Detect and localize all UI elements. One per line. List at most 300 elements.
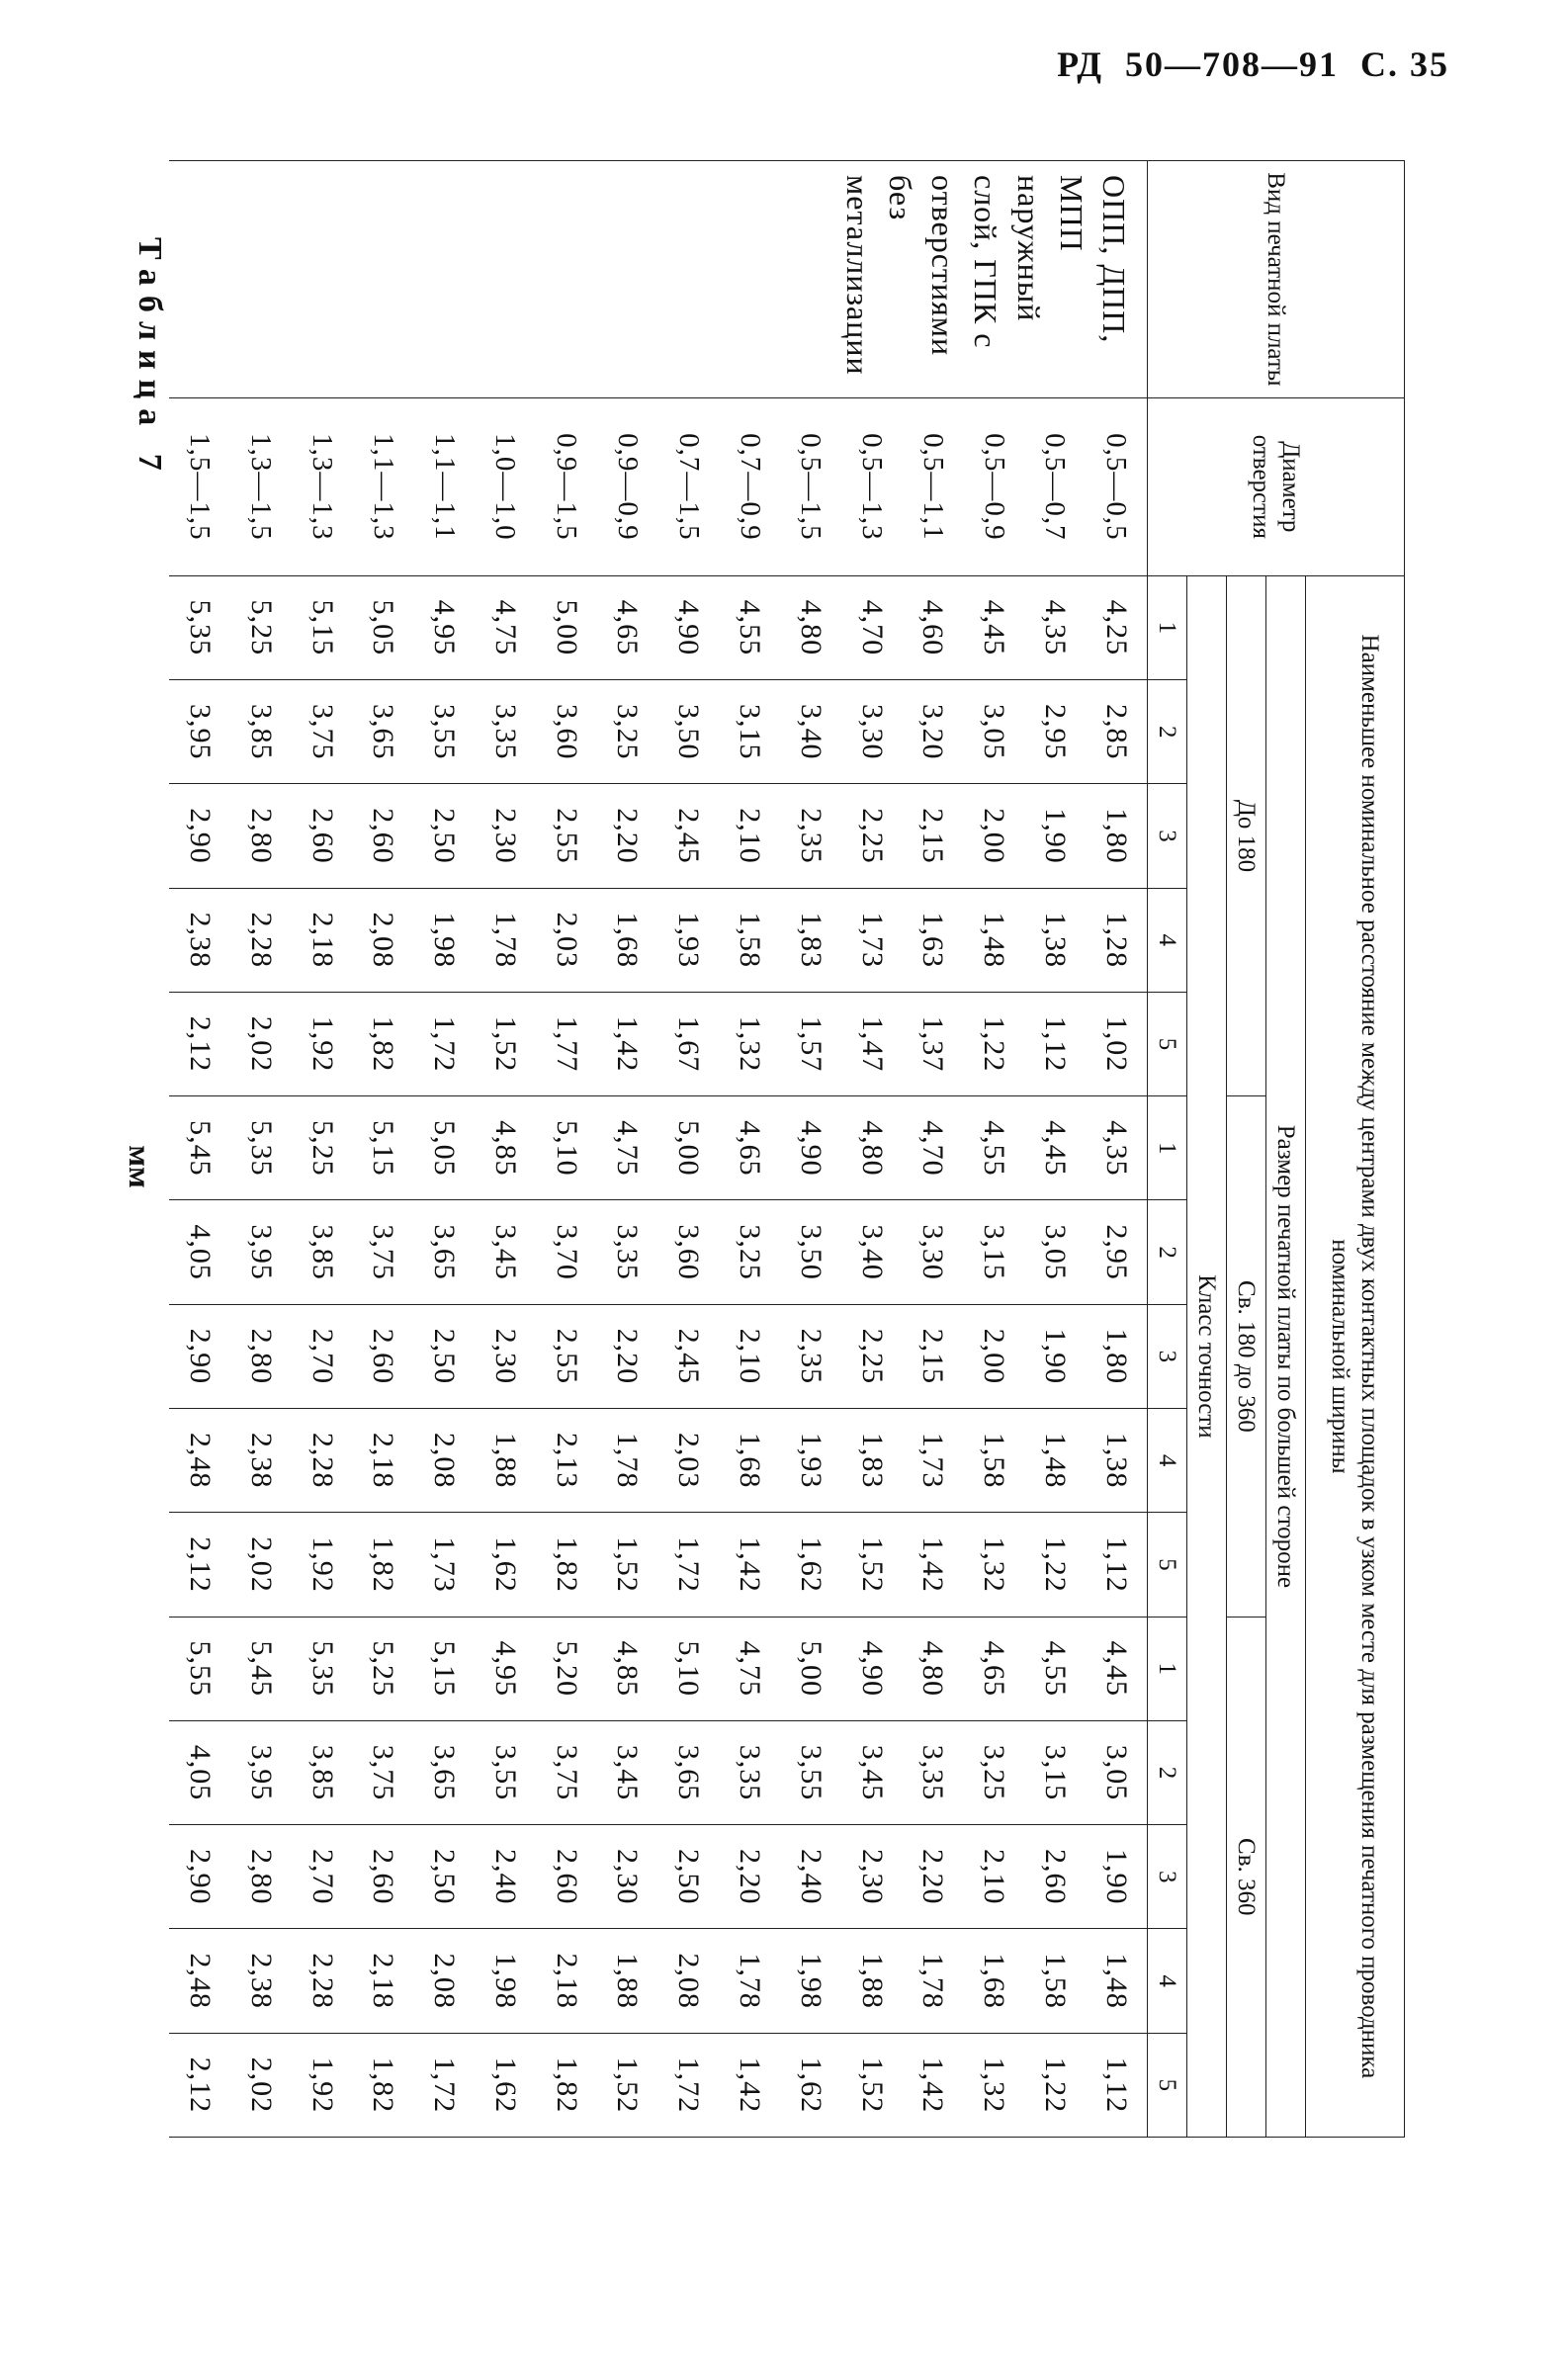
value-cell: 2,90 bbox=[169, 1304, 230, 1408]
value-cell: 3,85 bbox=[230, 680, 292, 784]
value-cell: 2,60 bbox=[536, 1825, 597, 1929]
value-cell: 1,42 bbox=[719, 2033, 780, 2137]
value-cell: 2,00 bbox=[963, 1304, 1024, 1408]
size-group-1: До 180 bbox=[1227, 575, 1266, 1095]
value-cell: 3,35 bbox=[475, 680, 536, 784]
accuracy-class-number: 2 bbox=[1148, 680, 1187, 784]
size-group-2: Св. 180 до 360 bbox=[1227, 1096, 1266, 1617]
value-cell: 5,25 bbox=[292, 1096, 353, 1200]
value-cell: 5,20 bbox=[536, 1617, 597, 1720]
value-cell: 3,15 bbox=[719, 680, 780, 784]
value-cell: 1,77 bbox=[536, 992, 597, 1095]
table-row bbox=[657, 161, 719, 2138]
page-number: С. 35 bbox=[1360, 44, 1449, 84]
value-cell: 4,45 bbox=[1086, 1617, 1148, 1720]
table-row bbox=[413, 161, 475, 2138]
value-cell: 3,95 bbox=[230, 1720, 292, 1824]
table-row bbox=[780, 161, 841, 2138]
table-row bbox=[719, 161, 780, 2138]
value-cell: 2,28 bbox=[292, 1929, 353, 2033]
value-cell: 2,40 bbox=[475, 1825, 536, 1929]
diameter-cell: 0,5—0,7 bbox=[1024, 397, 1086, 575]
value-cell: 1,78 bbox=[475, 888, 536, 992]
value-cell: 2,25 bbox=[841, 1304, 903, 1408]
diameter-cell: 0,5—1,5 bbox=[780, 397, 841, 575]
value-cell: 2,08 bbox=[413, 1409, 475, 1513]
value-cell: 2,30 bbox=[597, 1825, 658, 1929]
value-cell: 2,95 bbox=[1086, 1200, 1148, 1304]
value-cell: 2,40 bbox=[780, 1825, 841, 1929]
value-cell: 1,22 bbox=[1024, 1513, 1086, 1617]
value-cell: 3,05 bbox=[963, 680, 1024, 784]
table-row bbox=[1086, 161, 1148, 2138]
value-cell: 1,83 bbox=[780, 888, 841, 992]
value-cell: 5,10 bbox=[657, 1617, 719, 1720]
value-cell: 1,48 bbox=[1086, 1929, 1148, 2033]
value-cell: 3,55 bbox=[475, 1720, 536, 1824]
value-cell: 1,12 bbox=[1086, 2033, 1148, 2137]
value-cell: 1,38 bbox=[1086, 1409, 1148, 1513]
value-cell: 2,03 bbox=[536, 888, 597, 992]
value-cell: 4,90 bbox=[780, 1096, 841, 1200]
value-cell: 3,25 bbox=[719, 1200, 780, 1304]
value-cell: 1,12 bbox=[1086, 1513, 1148, 1617]
value-cell: 2,55 bbox=[536, 784, 597, 888]
value-cell: 1,72 bbox=[657, 1513, 719, 1617]
value-cell: 2,03 bbox=[657, 1409, 719, 1513]
value-cell: 5,00 bbox=[657, 1096, 719, 1200]
value-cell: 3,40 bbox=[841, 1200, 903, 1304]
value-cell: 1,52 bbox=[475, 992, 536, 1095]
accuracy-class-number: 1 bbox=[1148, 575, 1187, 679]
value-cell: 2,20 bbox=[597, 784, 658, 888]
value-cell: 2,12 bbox=[169, 1513, 230, 1617]
value-cell: 3,30 bbox=[902, 1200, 963, 1304]
value-cell: 3,65 bbox=[657, 1720, 719, 1824]
value-cell: 1,02 bbox=[1086, 992, 1148, 1095]
value-cell: 5,25 bbox=[352, 1617, 413, 1720]
header-board-type: Вид печатной платы bbox=[1148, 161, 1405, 398]
value-cell: 2,18 bbox=[352, 1929, 413, 2033]
accuracy-class-number: 2 bbox=[1148, 1200, 1187, 1304]
value-cell: 1,62 bbox=[475, 1513, 536, 1617]
value-cell: 4,65 bbox=[963, 1617, 1024, 1720]
value-cell: 2,13 bbox=[536, 1409, 597, 1513]
page-header bbox=[1035, 44, 1449, 85]
table-row bbox=[902, 161, 963, 2138]
accuracy-class-number: 2 bbox=[1148, 1720, 1187, 1824]
value-cell: 3,30 bbox=[841, 680, 903, 784]
diameter-cell: 0,7—1,5 bbox=[657, 397, 719, 575]
value-cell: 1,58 bbox=[963, 1409, 1024, 1513]
accuracy-class-number: 1 bbox=[1148, 1617, 1187, 1720]
value-cell: 2,50 bbox=[657, 1825, 719, 1929]
table-row bbox=[230, 161, 292, 2138]
value-cell: 5,00 bbox=[780, 1617, 841, 1720]
value-cell: 3,85 bbox=[292, 1200, 353, 1304]
doc-code: РД bbox=[1057, 44, 1103, 84]
value-cell: 2,50 bbox=[413, 1304, 475, 1408]
value-cell: 5,45 bbox=[169, 1096, 230, 1200]
value-cell: 1,73 bbox=[413, 1513, 475, 1617]
value-cell: 3,60 bbox=[657, 1200, 719, 1304]
value-cell: 4,60 bbox=[902, 575, 963, 679]
value-cell: 3,95 bbox=[169, 680, 230, 784]
value-cell: 1,88 bbox=[475, 1409, 536, 1513]
value-cell: 1,72 bbox=[657, 2033, 719, 2137]
value-cell: 2,30 bbox=[475, 1304, 536, 1408]
value-cell: 5,05 bbox=[413, 1096, 475, 1200]
value-cell: 2,12 bbox=[169, 992, 230, 1095]
value-cell: 2,10 bbox=[963, 1825, 1024, 1929]
value-cell: 1,73 bbox=[902, 1409, 963, 1513]
value-cell: 1,22 bbox=[963, 992, 1024, 1095]
value-cell: 5,15 bbox=[352, 1096, 413, 1200]
value-cell: 3,65 bbox=[413, 1200, 475, 1304]
value-cell: 5,10 bbox=[536, 1096, 597, 1200]
value-cell: 2,60 bbox=[352, 1304, 413, 1408]
value-cell: 2,02 bbox=[230, 992, 292, 1095]
value-cell: 4,45 bbox=[963, 575, 1024, 679]
value-cell: 3,55 bbox=[780, 1720, 841, 1824]
value-cell: 4,25 bbox=[1086, 575, 1148, 679]
board-type-cell: ОПП, ДПП, МПП наружный слой, ГПК с отверстиями без металлизации bbox=[169, 161, 1148, 398]
table-row bbox=[1024, 161, 1086, 2138]
value-cell: 2,60 bbox=[292, 784, 353, 888]
diameter-cell: 0,5—0,5 bbox=[1086, 397, 1148, 575]
value-cell: 5,35 bbox=[292, 1617, 353, 1720]
value-cell: 2,80 bbox=[230, 784, 292, 888]
value-cell: 2,70 bbox=[292, 1825, 353, 1929]
value-cell: 1,42 bbox=[902, 2033, 963, 2137]
header-accuracy-class: Класс точности bbox=[1187, 575, 1227, 2137]
value-cell: 1,32 bbox=[963, 2033, 1024, 2137]
value-cell: 2,38 bbox=[230, 1929, 292, 2033]
value-cell: 3,05 bbox=[1086, 1720, 1148, 1824]
value-cell: 3,15 bbox=[963, 1200, 1024, 1304]
value-cell: 4,75 bbox=[597, 1096, 658, 1200]
value-cell: 4,90 bbox=[841, 1617, 903, 1720]
value-cell: 2,10 bbox=[719, 1304, 780, 1408]
value-cell: 2,45 bbox=[657, 1304, 719, 1408]
value-cell: 1,83 bbox=[841, 1409, 903, 1513]
value-cell: 3,70 bbox=[536, 1200, 597, 1304]
value-cell: 3,15 bbox=[1024, 1720, 1086, 1824]
value-cell: 2,08 bbox=[352, 888, 413, 992]
value-cell: 1,57 bbox=[780, 992, 841, 1095]
value-cell: 4,55 bbox=[1024, 1617, 1086, 1720]
value-cell: 1,72 bbox=[413, 2033, 475, 2137]
value-cell: 1,98 bbox=[780, 1929, 841, 2033]
value-cell: 5,35 bbox=[169, 575, 230, 679]
value-cell: 2,80 bbox=[230, 1825, 292, 1929]
value-cell: 4,95 bbox=[413, 575, 475, 679]
value-cell: 3,20 bbox=[902, 680, 963, 784]
value-cell: 2,50 bbox=[413, 1825, 475, 1929]
table-caption: Таблица 7 bbox=[131, 237, 168, 481]
value-cell: 3,40 bbox=[780, 680, 841, 784]
accuracy-class-number: 3 bbox=[1148, 784, 1187, 888]
table-container bbox=[169, 160, 1405, 2138]
value-cell: 1,28 bbox=[1086, 888, 1148, 992]
value-cell: 2,35 bbox=[780, 784, 841, 888]
value-cell: 3,55 bbox=[413, 680, 475, 784]
value-cell: 1,73 bbox=[841, 888, 903, 992]
value-cell: 2,28 bbox=[230, 888, 292, 992]
diameter-cell: 0,5—1,1 bbox=[902, 397, 963, 575]
value-cell: 3,50 bbox=[657, 680, 719, 784]
value-cell: 2,90 bbox=[169, 1825, 230, 1929]
value-cell: 2,15 bbox=[902, 784, 963, 888]
value-cell: 1,62 bbox=[780, 1513, 841, 1617]
value-cell: 3,75 bbox=[352, 1200, 413, 1304]
rotated-table bbox=[169, 160, 1405, 2138]
accuracy-class-number: 4 bbox=[1148, 1929, 1187, 2033]
value-cell: 1,62 bbox=[475, 2033, 536, 2137]
value-cell: 1,90 bbox=[1024, 784, 1086, 888]
value-cell: 2,70 bbox=[292, 1304, 353, 1408]
value-cell: 3,85 bbox=[292, 1720, 353, 1824]
value-cell: 1,82 bbox=[536, 1513, 597, 1617]
table-row bbox=[963, 161, 1024, 2138]
value-cell: 1,52 bbox=[597, 2033, 658, 2137]
value-cell: 2,38 bbox=[169, 888, 230, 992]
data-table bbox=[169, 160, 1405, 2138]
value-cell: 1,52 bbox=[597, 1513, 658, 1617]
value-cell: 1,48 bbox=[1024, 1409, 1086, 1513]
header-diameter: Диаметр отверстия bbox=[1148, 397, 1405, 575]
value-cell: 1,82 bbox=[352, 2033, 413, 2137]
value-cell: 1,52 bbox=[841, 1513, 903, 1617]
value-cell: 1,48 bbox=[963, 888, 1024, 992]
diameter-cell: 0,9—1,5 bbox=[536, 397, 597, 575]
diameter-cell: 0,5—1,3 bbox=[841, 397, 903, 575]
value-cell: 4,85 bbox=[597, 1617, 658, 1720]
value-cell: 3,45 bbox=[841, 1720, 903, 1824]
value-cell: 4,75 bbox=[719, 1617, 780, 1720]
accuracy-class-number: 4 bbox=[1148, 888, 1187, 992]
value-cell: 5,35 bbox=[230, 1096, 292, 1200]
value-cell: 1,12 bbox=[1024, 992, 1086, 1095]
value-cell: 3,75 bbox=[292, 680, 353, 784]
value-cell: 2,85 bbox=[1086, 680, 1148, 784]
accuracy-class-number: 1 bbox=[1148, 1096, 1187, 1200]
table-row bbox=[475, 161, 536, 2138]
value-cell: 4,80 bbox=[780, 575, 841, 679]
value-cell: 1,37 bbox=[902, 992, 963, 1095]
table-row bbox=[597, 161, 658, 2138]
value-cell: 4,05 bbox=[169, 1720, 230, 1824]
value-cell: 2,45 bbox=[657, 784, 719, 888]
value-cell: 2,48 bbox=[169, 1409, 230, 1513]
value-cell: 1,98 bbox=[413, 888, 475, 992]
value-cell: 1,68 bbox=[597, 888, 658, 992]
header-main: Наименьшее номинальное расстояние между центрами двух контактных площадок в узком месте для размещения печатного проводника номинальной ширины bbox=[1306, 575, 1405, 2137]
doc-number: 50—708—91 bbox=[1125, 44, 1339, 84]
value-cell: 3,35 bbox=[597, 1200, 658, 1304]
value-cell: 4,65 bbox=[719, 1096, 780, 1200]
accuracy-class-number: 5 bbox=[1148, 1513, 1187, 1617]
value-cell: 2,02 bbox=[230, 1513, 292, 1617]
value-cell: 1,80 bbox=[1086, 784, 1148, 888]
diameter-cell: 1,1—1,3 bbox=[352, 397, 413, 575]
value-cell: 1,92 bbox=[292, 992, 353, 1095]
value-cell: 2,15 bbox=[902, 1304, 963, 1408]
value-cell: 2,35 bbox=[780, 1304, 841, 1408]
value-cell: 2,20 bbox=[902, 1825, 963, 1929]
value-cell: 1,93 bbox=[657, 888, 719, 992]
value-cell: 2,38 bbox=[230, 1409, 292, 1513]
value-cell: 2,28 bbox=[292, 1409, 353, 1513]
value-cell: 2,18 bbox=[292, 888, 353, 992]
value-cell: 3,25 bbox=[597, 680, 658, 784]
value-cell: 3,75 bbox=[352, 1720, 413, 1824]
value-cell: 1,78 bbox=[597, 1409, 658, 1513]
diameter-cell: 1,3—1,3 bbox=[292, 397, 353, 575]
value-cell: 4,35 bbox=[1086, 1096, 1148, 1200]
value-cell: 2,48 bbox=[169, 1929, 230, 2033]
diameter-cell: 1,1—1,1 bbox=[413, 397, 475, 575]
value-cell: 2,60 bbox=[1024, 1825, 1086, 1929]
table-row bbox=[292, 161, 353, 2138]
value-cell: 3,35 bbox=[719, 1720, 780, 1824]
value-cell: 1,90 bbox=[1086, 1825, 1148, 1929]
value-cell: 2,18 bbox=[352, 1409, 413, 1513]
value-cell: 1,90 bbox=[1024, 1304, 1086, 1408]
value-cell: 1,80 bbox=[1086, 1304, 1148, 1408]
header-board-size: Размер печатной платы по большей стороне bbox=[1266, 575, 1306, 2137]
value-cell: 4,80 bbox=[902, 1617, 963, 1720]
value-cell: 1,32 bbox=[963, 1513, 1024, 1617]
value-cell: 2,95 bbox=[1024, 680, 1086, 784]
value-cell: 1,88 bbox=[597, 1929, 658, 2033]
value-cell: 2,55 bbox=[536, 1304, 597, 1408]
value-cell: 2,60 bbox=[352, 784, 413, 888]
value-cell: 4,75 bbox=[475, 575, 536, 679]
value-cell: 2,90 bbox=[169, 784, 230, 888]
value-cell: 3,75 bbox=[536, 1720, 597, 1824]
accuracy-class-number: 5 bbox=[1148, 992, 1187, 1095]
value-cell: 5,15 bbox=[292, 575, 353, 679]
value-cell: 1,38 bbox=[1024, 888, 1086, 992]
value-cell: 2,50 bbox=[413, 784, 475, 888]
value-cell: 4,70 bbox=[841, 575, 903, 679]
diameter-cell: 0,7—0,9 bbox=[719, 397, 780, 575]
value-cell: 2,18 bbox=[536, 1929, 597, 2033]
value-cell: 2,12 bbox=[169, 2033, 230, 2137]
value-cell: 1,52 bbox=[841, 2033, 903, 2137]
diameter-cell: 0,9—0,9 bbox=[597, 397, 658, 575]
value-cell: 2,02 bbox=[230, 2033, 292, 2137]
diameter-cell: 1,0—1,0 bbox=[475, 397, 536, 575]
table-body bbox=[169, 161, 1148, 2138]
table-row bbox=[169, 161, 230, 2138]
units-label: мм bbox=[123, 1145, 158, 1188]
value-cell: 4,90 bbox=[657, 575, 719, 679]
value-cell: 2,80 bbox=[230, 1304, 292, 1408]
value-cell: 3,45 bbox=[475, 1200, 536, 1304]
table-row bbox=[536, 161, 597, 2138]
value-cell: 1,42 bbox=[719, 1513, 780, 1617]
accuracy-class-number: 4 bbox=[1148, 1409, 1187, 1513]
table-row bbox=[352, 161, 413, 2138]
value-cell: 1,22 bbox=[1024, 2033, 1086, 2137]
size-group-3: Св. 360 bbox=[1227, 1617, 1266, 2137]
value-cell: 5,55 bbox=[169, 1617, 230, 1720]
value-cell: 5,25 bbox=[230, 575, 292, 679]
accuracy-class-number: 5 bbox=[1148, 2033, 1187, 2137]
value-cell: 5,00 bbox=[536, 575, 597, 679]
value-cell: 1,92 bbox=[292, 2033, 353, 2137]
value-cell: 1,78 bbox=[719, 1929, 780, 2033]
value-cell: 1,92 bbox=[292, 1513, 353, 1617]
value-cell: 2,30 bbox=[475, 784, 536, 888]
value-cell: 1,82 bbox=[536, 2033, 597, 2137]
value-cell: 3,05 bbox=[1024, 1200, 1086, 1304]
value-cell: 3,95 bbox=[230, 1200, 292, 1304]
value-cell: 1,93 bbox=[780, 1409, 841, 1513]
value-cell: 1,62 bbox=[780, 2033, 841, 2137]
table-row bbox=[841, 161, 903, 2138]
value-cell: 2,30 bbox=[841, 1825, 903, 1929]
value-cell: 1,88 bbox=[841, 1929, 903, 2033]
value-cell: 1,98 bbox=[475, 1929, 536, 2033]
value-cell: 2,08 bbox=[657, 1929, 719, 2033]
value-cell: 1,72 bbox=[413, 992, 475, 1095]
value-cell: 1,63 bbox=[902, 888, 963, 992]
diameter-cell: 1,3—1,5 bbox=[230, 397, 292, 575]
value-cell: 2,60 bbox=[352, 1825, 413, 1929]
value-cell: 4,05 bbox=[169, 1200, 230, 1304]
accuracy-class-number: 3 bbox=[1148, 1304, 1187, 1408]
value-cell: 4,55 bbox=[719, 575, 780, 679]
value-cell: 4,95 bbox=[475, 1617, 536, 1720]
value-cell: 2,10 bbox=[719, 784, 780, 888]
value-cell: 3,60 bbox=[536, 680, 597, 784]
value-cell: 4,35 bbox=[1024, 575, 1086, 679]
value-cell: 3,25 bbox=[963, 1720, 1024, 1824]
value-cell: 4,65 bbox=[597, 575, 658, 679]
value-cell: 1,58 bbox=[719, 888, 780, 992]
value-cell: 4,85 bbox=[475, 1096, 536, 1200]
value-cell: 1,68 bbox=[719, 1409, 780, 1513]
value-cell: 4,55 bbox=[963, 1096, 1024, 1200]
value-cell: 1,58 bbox=[1024, 1929, 1086, 2033]
value-cell: 3,65 bbox=[352, 680, 413, 784]
value-cell: 1,68 bbox=[963, 1929, 1024, 2033]
value-cell: 2,20 bbox=[719, 1825, 780, 1929]
value-cell: 1,42 bbox=[597, 992, 658, 1095]
value-cell: 4,70 bbox=[902, 1096, 963, 1200]
value-cell: 1,82 bbox=[352, 992, 413, 1095]
value-cell: 4,45 bbox=[1024, 1096, 1086, 1200]
value-cell: 4,80 bbox=[841, 1096, 903, 1200]
value-cell: 3,65 bbox=[413, 1720, 475, 1824]
value-cell: 2,20 bbox=[597, 1304, 658, 1408]
value-cell: 5,05 bbox=[352, 575, 413, 679]
value-cell: 1,82 bbox=[352, 1513, 413, 1617]
value-cell: 1,42 bbox=[902, 1513, 963, 1617]
value-cell: 2,00 bbox=[963, 784, 1024, 888]
value-cell: 3,50 bbox=[780, 1200, 841, 1304]
value-cell: 1,78 bbox=[902, 1929, 963, 2033]
value-cell: 2,08 bbox=[413, 1929, 475, 2033]
accuracy-class-number: 3 bbox=[1148, 1825, 1187, 1929]
value-cell: 3,35 bbox=[902, 1720, 963, 1824]
value-cell: 5,45 bbox=[230, 1617, 292, 1720]
value-cell: 1,67 bbox=[657, 992, 719, 1095]
diameter-cell: 1,5—1,5 bbox=[169, 397, 230, 575]
